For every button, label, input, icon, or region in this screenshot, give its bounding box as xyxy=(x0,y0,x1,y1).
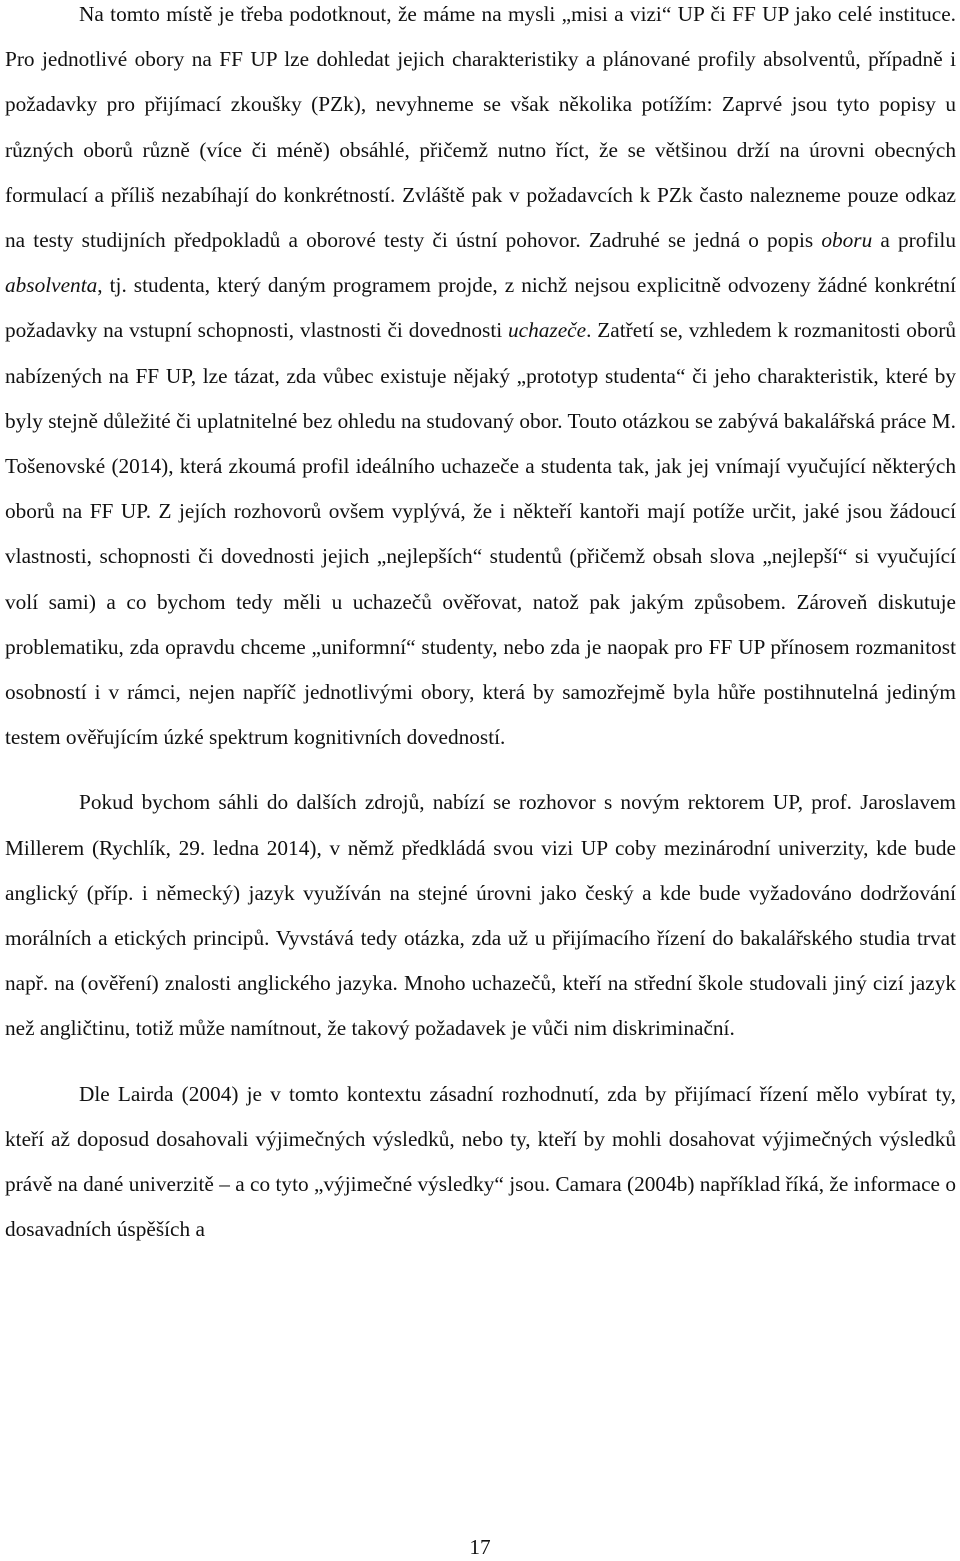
term-oboru: oboru xyxy=(821,228,873,253)
paragraph-1-text-b: a profilu xyxy=(872,228,956,253)
paragraph-1-text-c: , tj. studenta, který daným programem projde, z nichž nejsou explicitně odvozeny žádné konkrétní požadavky na vstupní schopnosti, vlastnosti či dovednosti xyxy=(5,273,956,343)
paragraph-2 xyxy=(5,780,956,1051)
paragraph-3-text: Dle Lairda (2004) je v tomto kontextu zásadní rozhodnutí, zda by přijímací řízení mělo vybírat ty, kteří až doposud dosahovali výjimečných výsledků, nebo ty, kteří by mohli dosahovat výjimečných výsledků právě na dané univerzitě – a co tyto „výjimečné výsledky“ jsou. Camara (2004b) například říká, že informace o dosavadních úspěších a xyxy=(5,1081,956,1242)
paragraph-1-text-d: . Zatřetí se, vzhledem k rozmanitosti oborů nabízených na FF UP, lze tázat, zda vůbec existuje nějaký „prototyp studenta“ či jeho charakteristik, které by byly stejně důležité či uplatnitelné bez ohledu na studovaný obor. Touto otázkou se zabývá bakalářská práce M. Tošenovské (2014), která zkoumá profil ideálního uchazeče a studenta tak, jak jej vnímají vyučující některých oborů na FF UP. Z jejích rozhovorů ovšem vyplývá, že i někteří kantoři mají potíže určit, jaké jsou žádoucí vlastnosti, schopnosti či dovednosti jejich „nejlepších“ studentů (přičemž obsah slova „nejlepší“ si vyučující volí sami) a co bychom tedy měli u uchazečů ověřovat, natož pak jakým způsobem. Zároveň diskutuje problematiku, zda opravdu chceme „uniformní“ studenty, nebo zda je naopak pro FF UP přínosem rozmanitost osobností i v rámci, nejen napříč jednotlivými obory, která by samozřejmě byla hůře postihnutelná jediným testem ověřujícím úzké spektrum kognitivních dovedností. xyxy=(5,318,956,750)
paragraph-1-text-a: Na tomto místě je třeba podotknout, že máme na mysli „misi a vizi“ UP či FF UP jako celé instituce. Pro jednotlivé obory na FF UP lze dohledat jejich charakteristiky a plánované profily absolventů, případně i požadavky pro přijímací zkoušky (PZk), nevyhneme se však několika potížím: Zaprvé jsou tyto popisy u různých oborů různě (více či méně) obsáhlé, přičemž nutno říct, že se většinou drží na úrovni obecných formulací a příliš nezabíhají do konkrétností. Zvláště pak v požadavcích k PZk často nalezneme pouze odkaz na testy studijních předpokladů a oborové testy či ústní pohovor. Zadruhé se jedná o popis xyxy=(5,2,956,253)
paragraph-1 xyxy=(5,0,956,760)
document-page xyxy=(5,0,956,1252)
page-number: 17 xyxy=(469,1535,491,1559)
term-uchazece: uchazeče xyxy=(508,318,587,343)
paragraph-3 xyxy=(5,1072,956,1253)
term-absolventa: absolventa xyxy=(5,273,98,298)
paragraph-2-text: Pokud bychom sáhli do dalších zdrojů, nabízí se rozhovor s novým rektorem UP, prof. Jaroslavem Millerem (Rychlík, 29. ledna 2014), v němž předkládá svou vizi UP coby mezinárodní univerzity, kde bude anglický (příp. i německý) jazyk využíván na stejné úrovni jako český a kde bude vyžadováno dodržování morálních a etických principů. Vyvstává tedy otázka, zda už u přijímacího řízení do bakalářského studia trvat např. na (ověření) znalosti anglického jazyka. Mnoho uchazečů, kteří na střední škole studovali jiný cizí jazyk než angličtinu, totiž může namítnout, že takový požadavek je vůči nim diskriminační. xyxy=(5,790,956,1041)
